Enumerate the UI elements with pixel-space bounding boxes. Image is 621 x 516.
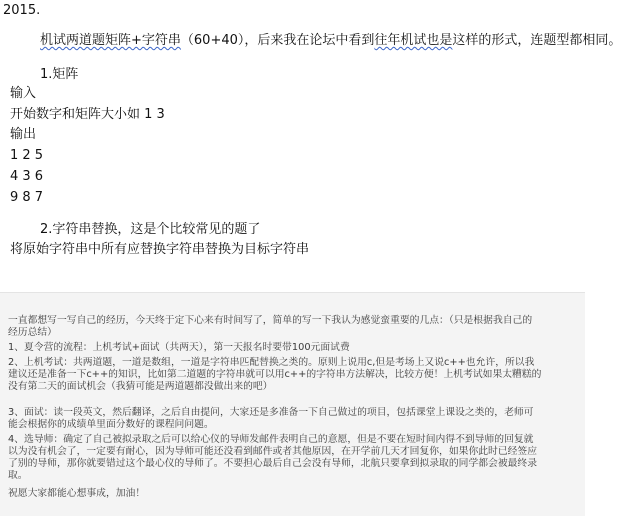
note-line: 一直都想写一写自己的经历，今天终于定下心来有时间写了，简单的写一下我认为感觉蛮重要的几点：（只是根据我自己的 (8, 315, 533, 326)
intro-wavy-text-2: 往年机试也是 (374, 33, 453, 48)
experience-note-box (0, 292, 585, 516)
note-line: 取。 (8, 470, 28, 481)
matrix-row: 1 2 5 (10, 148, 44, 163)
intro-wavy-text-1: 机试两道题矩阵+字符串 (40, 33, 181, 48)
note-line: 了别的导师，那你就要错过这个最心仪的导师了。不要担心最后自己会没有导师，北航只要拿到拟录取的同学都会被最终录 (8, 458, 538, 469)
note-line: 经历总结） (8, 327, 57, 338)
note-line: 2、上机考试：共两道题，一道是数组，一道是字符串匹配替换之类的。原则上说用c,但是考场上又说c++也允许，所以我 (8, 357, 535, 368)
output-label: 输出 (10, 127, 37, 142)
section1-title: 1.矩阵 (40, 67, 79, 82)
note-line: 没有第二天的面试机会（我猜可能是两道题都没做出来的吧） (8, 381, 273, 392)
input-description: 开始数字和矩阵大小如 1 3 (10, 107, 165, 122)
note-line: 祝愿大家都能心想事成，加油！ (8, 488, 146, 499)
matrix-row: 9 8 7 (10, 190, 44, 205)
intro-paragraph (40, 33, 621, 49)
matrix-row: 4 3 6 (10, 169, 44, 184)
note-line: 以为没有机会了，一定要有耐心，因为导师可能还没看到邮件或者其他原因，在开学前几天才回复你，如果你此时已经签应 (8, 446, 538, 457)
note-line: 能会根据你的成绩单里面分数好的课程问问题。 (8, 419, 214, 430)
note-line: 4、选导师：确定了自己被拟录取之后可以给心仪的导师发邮件表明自己的意愿，但是不要在短时间内得不到导师的回复就 (8, 434, 534, 445)
year-heading: 2015. (3, 3, 41, 18)
input-label: 输入 (10, 86, 37, 101)
section2-description: 将原始字符串中所有应替换字符串替换为目标字符串 (10, 242, 310, 257)
note-line: 建议还是准备一下c++的知识，比如第二道题的字符串就可以用c++的字符串方法解决，比较方便！上机考试如果太糟糕的 (8, 369, 542, 380)
note-line: 3、面试：读一段英文，然后翻译，之后自由提问，大家还是多准备一下自己做过的项目，包括课堂上课设之类的，老师可 (8, 407, 534, 418)
intro-text-end: 这样的形式，连题型都相同。 (452, 33, 621, 48)
section2-title: 2.字符串替换，这是个比较常见的题了 (40, 222, 261, 237)
note-line: 1、夏令营的流程：上机考试+面试（共两天），第一天报名时要带100元面试费 (8, 342, 350, 353)
intro-text-mid: （60+40），后来我在论坛中看到 (180, 33, 375, 48)
